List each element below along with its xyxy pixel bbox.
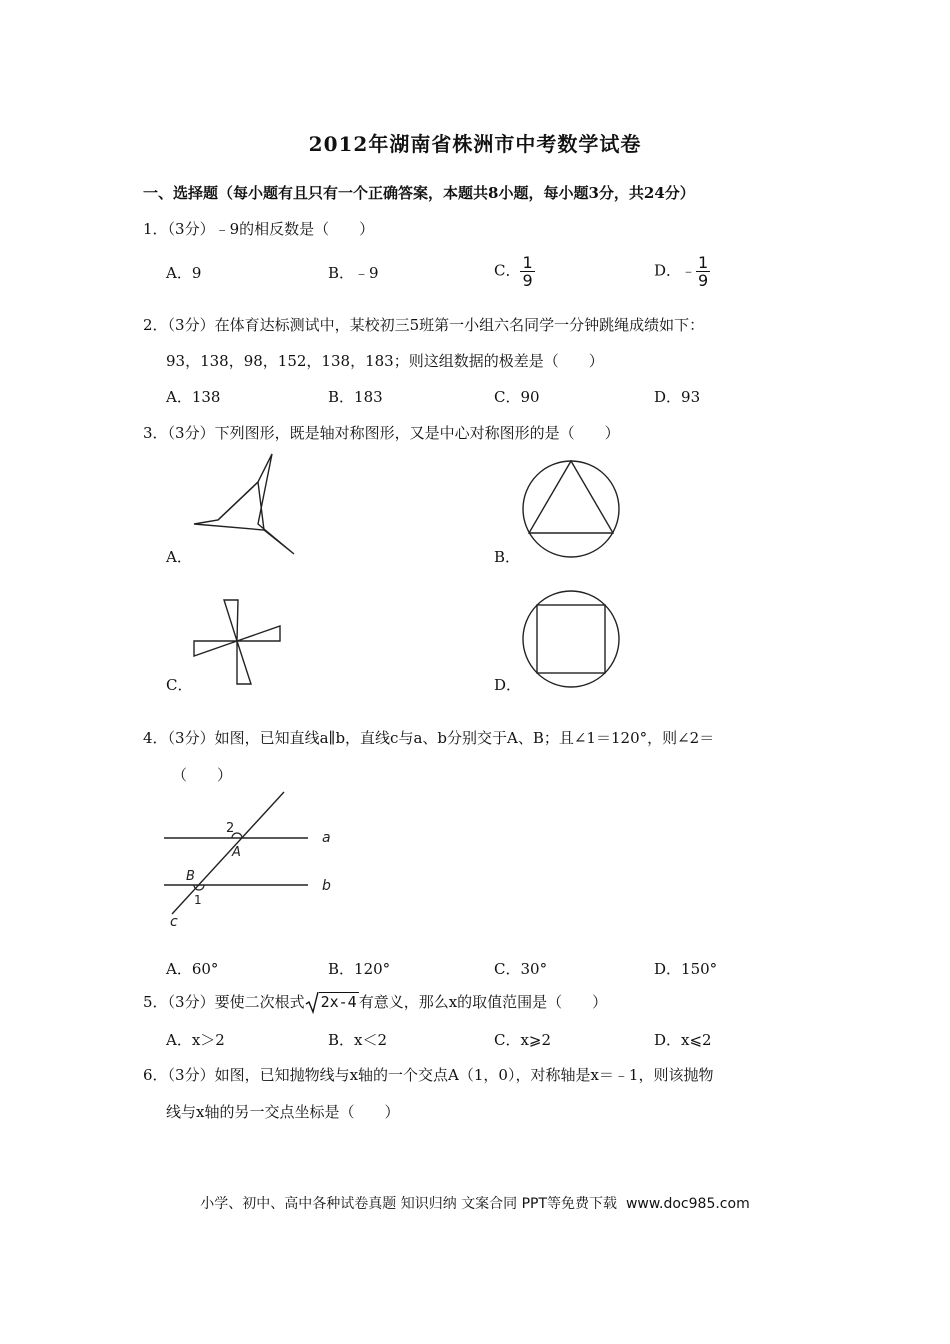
question-3-option-c: C． (166, 676, 193, 694)
figure-three-pointed-star (190, 450, 302, 558)
question-1-option-b: B．﹣9 (328, 264, 379, 282)
line-c (172, 792, 284, 914)
figure-pinwheel (190, 596, 286, 690)
question-5-option-c: C．x⩾2 (494, 1031, 552, 1049)
question-4-stem-line1: 4．（3分）如图，已知直线a∥b，直线c与a、b分别交于A、B；且∠1＝120°，则∠2＝ (143, 729, 715, 747)
figure-parallel-lines (160, 790, 344, 930)
question-5-stem (143, 991, 607, 1012)
label-line-b: b (322, 878, 331, 894)
question-3-option-b: B． (494, 548, 521, 566)
question-3-option-d: D． (494, 676, 522, 694)
question-6-stem-line2: 线与x轴的另一交点坐标是（ ） (166, 1103, 400, 1121)
option-d-prefix: D．﹣ (654, 261, 697, 280)
question-1-option-c (494, 254, 535, 289)
question-5-option-d: D．x⩽2 (654, 1031, 712, 1049)
figure-triangle-in-circle (520, 458, 624, 562)
question-5-option-b: B．x＜2 (328, 1031, 388, 1049)
label-angle-2: 2 (226, 821, 235, 836)
fraction-one-ninth (520, 254, 534, 289)
footer-website-link[interactable]: www.doc985.com (625, 1196, 750, 1212)
fraction-denominator: 9 (522, 271, 533, 290)
question-4-stem-line2: （ ） (172, 766, 233, 784)
section-heading: 一、选择题（每小题有且只有一个正确答案，本题共8小题，每小题3分，共24分） (143, 184, 695, 202)
question-2-option-d: D．93 (654, 388, 701, 406)
label-line-c: c (170, 914, 178, 930)
label-point-a: A (232, 845, 241, 860)
option-c-prefix: C． (494, 261, 521, 280)
question-5-stem-pre: 5．（3分）要使二次根式 (143, 993, 305, 1011)
question-1-stem: 1．（3分）﹣9的相反数是（ ） (143, 220, 375, 238)
page-title: 2012年湖南省株洲市中考数学试卷 (308, 132, 642, 156)
question-2-option-b: B．183 (328, 388, 383, 406)
question-1-option-d (654, 254, 710, 289)
figure-square-in-circle (520, 588, 624, 692)
question-2-option-c: C．90 (494, 388, 540, 406)
question-4-option-c: C．30° (494, 960, 548, 978)
question-1-option-a: A．9 (166, 264, 202, 282)
question-4-option-d: D．150° (654, 960, 718, 978)
label-line-a: a (322, 830, 331, 846)
question-5-stem-post: 有意义，那么x的取值范围是（ ） (358, 993, 608, 1011)
question-5-option-a: A．x＞2 (166, 1031, 225, 1049)
question-4-option-b: B．120° (328, 960, 391, 978)
footer-text: 小学、初中、高中各种试卷真题 知识归纳 文案合同 PPT等免费下载 (200, 1196, 618, 1212)
question-3-stem: 3．（3分）下列图形，既是轴对称图形，又是中心对称图形的是（ ） (143, 424, 620, 442)
question-4-option-a: A．60° (166, 960, 219, 978)
radical-sign-icon (305, 991, 319, 1015)
fraction-numerator: 1 (522, 253, 533, 272)
fraction-denominator: 9 (698, 271, 709, 290)
page-footer (0, 1193, 950, 1213)
question-2-option-a: A．138 (166, 388, 221, 406)
radicand: 2x-4 (320, 993, 357, 1011)
question-2-stem-line2: 93，138，98，152，138，183；则这组数据的极差是（ ） (166, 352, 604, 370)
question-2-stem-line1: 2．（3分）在体育达标测试中，某校初三5班第一小组六名同学一分钟跳绳成绩如下： (143, 316, 705, 334)
question-6-stem-line1: 6．（3分）如图，已知抛物线与x轴的一个交点A（1，0），对称轴是x＝﹣1，则该抛物 (143, 1066, 714, 1084)
fraction-numerator: 1 (698, 253, 709, 272)
square-root-expression (305, 993, 359, 1011)
label-point-b: B (186, 869, 195, 884)
fraction-negative-one-ninth (696, 254, 710, 289)
question-3-option-a: A． (166, 548, 192, 566)
label-angle-1: 1 (194, 893, 202, 907)
